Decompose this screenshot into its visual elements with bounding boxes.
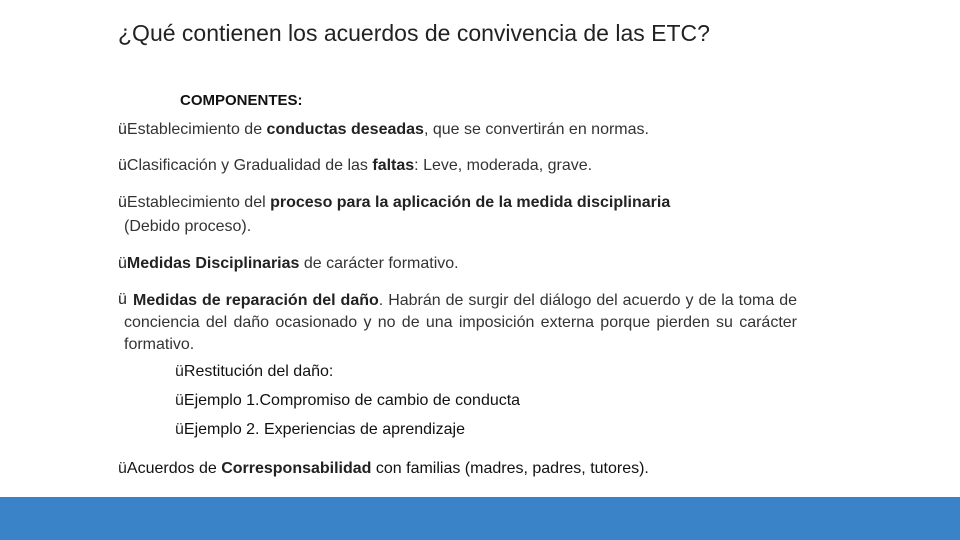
item-medidas-disciplinarias: üMedidas Disciplinarias de carácter formativo.	[118, 255, 459, 272]
item-reparacion: Medidas de reparación del daño. Habrán de surgir del diálogo del acuerdo y de la toma de conciencia del daño ocasionado y no de una imposición externa porque pierden su carácter formativo.	[124, 292, 797, 353]
subitem-ejemplo-1: üEjemplo 1.Compromiso de cambio de conducta	[175, 392, 521, 409]
item-conductas: üEstablecimiento de conductas deseadas, que se convertirán en normas.	[118, 121, 649, 138]
check-icon: ü	[118, 255, 127, 272]
components-heading: COMPONENTES:	[180, 92, 303, 109]
check-icon: ü	[118, 194, 127, 211]
item-faltas: üClasificación y Gradualidad de las faltas: Leve, moderada, grave.	[118, 157, 593, 174]
check-icon: ü	[118, 157, 127, 174]
item-corresponsabilidad: üAcuerdos de Corresponsabilidad con familias (madres, padres, tutores).	[118, 460, 649, 477]
check-icon: ü	[175, 363, 184, 380]
slide-title: ¿Qué contienen los acuerdos de convivencia de las ETC?	[118, 20, 710, 46]
check-icon: ü	[118, 121, 127, 138]
check-icon: ü	[175, 392, 184, 409]
check-icon: ü	[118, 460, 127, 477]
item-proceso-cont: (Debido proceso).	[124, 218, 252, 235]
subitem-restitucion: üRestitución del daño:	[175, 363, 334, 380]
footer-bar	[0, 497, 960, 540]
subitem-ejemplo-2: üEjemplo 2. Experiencias de aprendizaje	[175, 421, 465, 438]
item-proceso: üEstablecimiento del proceso para la aplicación de la medida disciplinaria	[118, 194, 671, 211]
check-icon: ü	[118, 291, 127, 308]
check-icon: ü	[175, 421, 184, 438]
